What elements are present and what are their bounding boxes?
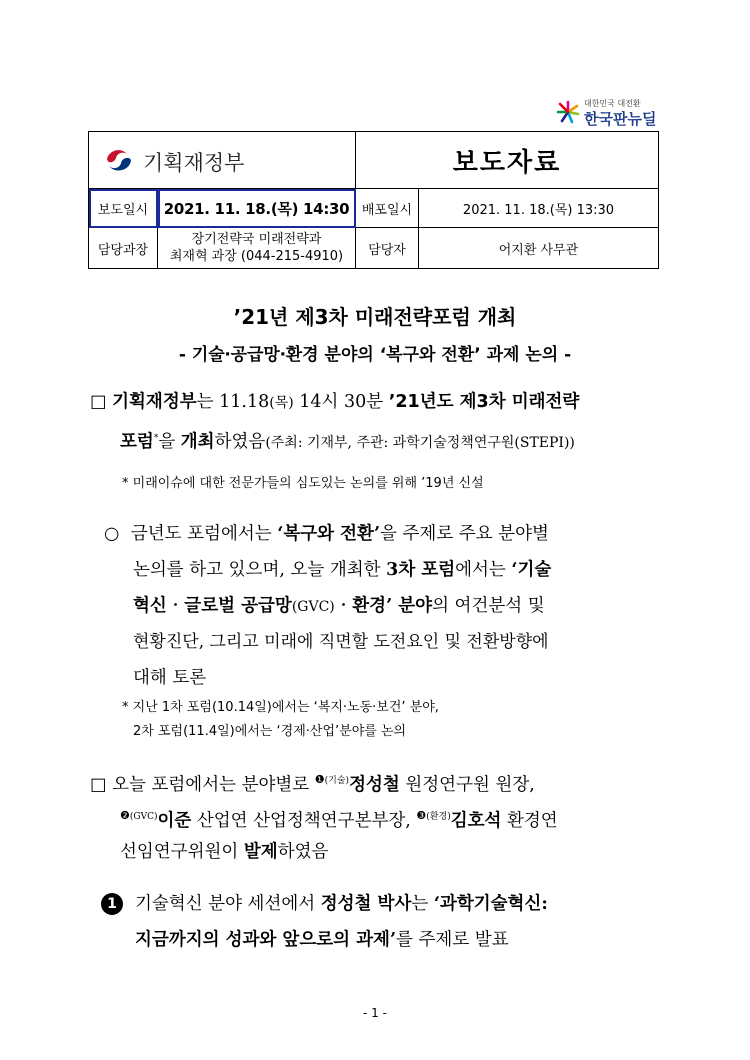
ministry-logo-cell	[89, 132, 356, 189]
press-title: ’21년 제3차 미래전략포럼 개최	[233, 305, 517, 329]
p3-l1-c: 원정연구원 원장,	[399, 775, 535, 795]
distribution-label: 배포일시	[356, 189, 419, 228]
dept-value-cell	[158, 228, 356, 269]
p3-l2-d: 환경연	[501, 811, 558, 831]
p2-l3-a: 혁신‧글로벌 공급망	[133, 596, 292, 616]
p1-time: 14시 30분	[293, 392, 389, 412]
p4-l2-b: 를 주제로 발표	[396, 930, 509, 950]
p1-forum: 포럼	[120, 432, 154, 452]
footnote-2-line-2: 2차 포럼(11.4일)에서는 ‘경제‧산업’분야를 논의	[133, 724, 407, 739]
p3-tag-tech: (기술)	[324, 776, 350, 786]
brand-slogan: 대한민국 대전환	[584, 99, 641, 108]
brand-name: 한국판뉴딜	[584, 110, 657, 128]
p1-event: ’21년도 제3차 미래전략	[388, 392, 580, 412]
p1-text: 는 11.18	[196, 392, 270, 412]
p2-l2-c: 에서는	[455, 560, 512, 580]
distribution-value-cell	[419, 189, 659, 228]
p2-l3-d: 의 여건분석 및	[432, 596, 545, 616]
press-header-table	[88, 131, 659, 269]
release-value: 2021. 11. 18.(목) 14:30	[163, 199, 350, 218]
paragraph-3-line-3	[120, 834, 328, 870]
p2-l2-d: ‘기술	[511, 560, 552, 580]
contact-value: 어지환 사무관	[419, 228, 659, 269]
press-subtitle: - 기술‧공급망‧환경 분야의 ‘복구와 전환’ 과제 논의 -	[178, 345, 572, 365]
dept-line-2: 최재혁 과장 (044-215-4910)	[169, 249, 344, 264]
filled-circle-number-1: 1	[101, 893, 123, 915]
doc-type-title: 보도자료	[452, 147, 562, 178]
p4-l1-c: 는	[411, 894, 434, 914]
government-emblem-icon	[103, 144, 135, 176]
paragraph-1-line-2	[120, 420, 575, 461]
release-label: 보도일시	[89, 189, 158, 228]
box-bullet-2: □	[90, 775, 107, 795]
p1-ending: 하였음	[214, 432, 266, 452]
new-deal-star-icon	[556, 100, 580, 124]
p3-tag-env: (환경)	[426, 812, 451, 822]
contact-label: 담당자	[356, 228, 419, 269]
p2-l5: 대해 토론	[133, 668, 207, 688]
p1-asterisk: *	[153, 433, 159, 443]
p3-l1-a: 오늘 포럼에서는 분야별로	[112, 775, 315, 795]
p2-theme: ‘복구와 전환’	[277, 524, 381, 544]
p2-l4: 현황진단, 그리고 미래에 직면할 도전요인 및 전환방향에	[133, 632, 549, 652]
paragraph-3-line-1	[90, 762, 535, 803]
page-number: - 1 -	[363, 1006, 387, 1020]
doc-type-cell	[356, 132, 659, 189]
p3-presenter-2: 이준	[157, 811, 192, 831]
paragraph-4-line-1	[135, 886, 548, 922]
p1-host: (주최: 기재부, 주관: 과학기술정책연구원(STEPI))	[265, 435, 575, 451]
ministry-name: 기획재정부	[143, 151, 245, 175]
p3-l3-b: 발제	[243, 842, 278, 862]
footnote-2-line-1: * 지난 1차 포럼(10.14일)에서는 ‘복지‧노동‧보건’ 분야,	[122, 700, 439, 715]
p3-l3-c: 하였음	[277, 842, 329, 862]
p2-l3-c: ‧환경’ 분야	[334, 596, 433, 616]
p4-l1-d: ‘과학기술혁신:	[433, 894, 548, 914]
circled-number-1: ❶	[314, 773, 325, 786]
brand-logo	[556, 98, 668, 128]
p2-text-a: 금년도 포럼에서는	[130, 524, 278, 544]
paragraph-1	[90, 384, 579, 421]
distribution-value: 2021. 11. 18.(목) 13:30	[462, 202, 615, 218]
paragraph-2-line-3	[133, 588, 545, 625]
p2-l3-b: (GVC)	[291, 599, 335, 615]
paragraph-2-line-2	[133, 552, 551, 588]
p2-l2-a: 논의를 하고 있으며, 오늘 개최한	[133, 560, 387, 580]
p2-l2-b: 3차 포럼	[386, 560, 456, 580]
p4-topic: 지금까지의 성과와 앞으로의 과제’	[135, 930, 397, 950]
p4-presenter: 정성철 박사	[320, 894, 412, 914]
p4-l1-a: 기술혁신 분야 세션에서	[135, 894, 321, 914]
dept-label: 담당과장	[89, 228, 158, 269]
release-value-cell	[158, 189, 356, 228]
circled-number-2: ❷	[120, 809, 130, 822]
p3-l3-a: 선임연구위원이	[120, 842, 244, 862]
p1-held: 개최	[180, 432, 215, 452]
p3-l2-b: 산업연 산업정책연구본부장,	[191, 811, 417, 831]
paragraph-3-line-2	[120, 798, 558, 839]
footnote-1: * 미래이슈에 대한 전문가들의 심도있는 논의를 위해 ’19년 신설	[122, 476, 484, 491]
box-bullet: □	[90, 392, 107, 412]
p3-presenter-3: 김호석	[450, 811, 502, 831]
p1-day: (목)	[269, 395, 294, 411]
p1-ministry: 기획재정부	[112, 392, 197, 412]
paragraph-2-line-1	[104, 516, 549, 552]
p1-particle: 을	[158, 432, 181, 452]
paragraph-4-line-2	[135, 922, 509, 958]
p3-presenter-1: 정성철	[349, 775, 400, 795]
p3-tag-gvc: (GVC)	[129, 812, 158, 822]
dept-line-1: 장기전략국 미래전략과	[191, 232, 322, 247]
circled-number-3: ❸	[416, 809, 427, 822]
circle-bullet: ○	[104, 524, 120, 544]
p2-text-c: 을 주제로 주요 분야별	[380, 524, 549, 544]
